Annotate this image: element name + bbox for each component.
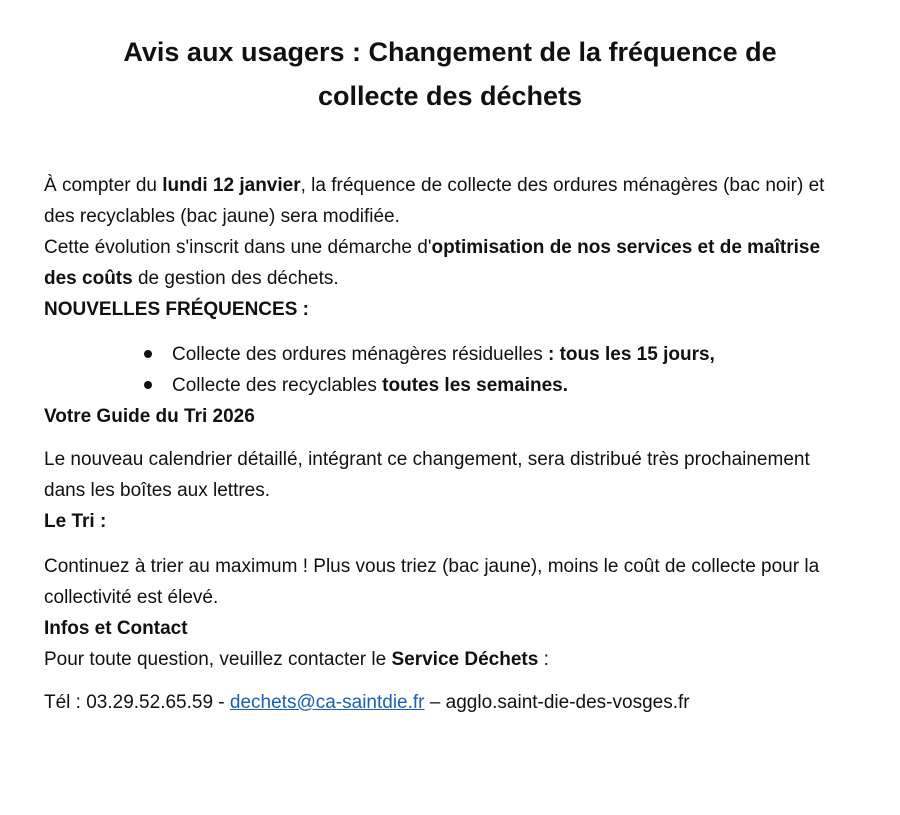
list-item-bold: toutes les semaines.: [382, 375, 569, 396]
page-title: [44, 30, 856, 118]
intro-p2-start: Cette évolution s'inscrit dans une démarche d': [44, 237, 432, 258]
website-text: agglo.saint-die-des-vosges.fr: [445, 692, 690, 713]
intro-p1-date: lundi 12 janvier: [162, 175, 301, 196]
list-item-text: Collecte des ordures ménagères résiduelles: [172, 344, 543, 365]
list-item-bold: tous les 15 jours,: [559, 344, 715, 365]
tri-text: Continuez à trier au maximum ! Plus vous triez (bac jaune), moins le coût de collecte pour la collectivité est élevé.: [44, 556, 820, 608]
list-item: [142, 339, 856, 370]
contact-text-start: Pour toute question, veuillez contacter le: [44, 649, 392, 670]
contact-text: [44, 644, 856, 675]
title-line-2: collecte des déchets: [317, 81, 583, 111]
intro-p2-bold: optimisation de nos services et de maîtrise des coûts: [44, 237, 821, 289]
intro-paragraph-1: [44, 170, 856, 232]
bullet-icon: [144, 350, 152, 358]
email-link[interactable]: dechets@ca-saintdie.fr: [229, 692, 425, 713]
frequences-list: [44, 339, 856, 401]
list-item-text: Collecte des recyclables: [172, 375, 383, 396]
phone-number: Tél : 03.29.52.65.59 -: [44, 692, 230, 713]
contact-service-name: Service Déchets: [391, 649, 539, 670]
title-line-1: Avis aux usagers : Changement de la fréquence de: [123, 37, 777, 67]
intro-p1-end: , la fréquence de collecte des ordures ménagères (bac noir) et des recyclables (bac jaune) sera modifiée.: [44, 175, 825, 227]
site-separator: –: [424, 692, 446, 713]
list-item-separator: :: [542, 344, 560, 365]
intro-p2-end: de gestion des déchets.: [132, 268, 339, 289]
list-item: [142, 370, 856, 401]
guide-heading: Votre Guide du Tri 2026: [44, 406, 255, 427]
guide-text: Le nouveau calendrier détaillé, intégrant ce changement, sera distribué très prochainement dans les boîtes aux lettres.: [44, 449, 810, 501]
intro-paragraph-2: [44, 232, 856, 294]
tri-heading: Le Tri :: [44, 511, 107, 532]
intro-p1-start: À compter du: [44, 175, 163, 196]
contact-line: [44, 687, 856, 718]
frequences-heading: NOUVELLES FRÉQUENCES :: [44, 299, 309, 320]
contact-heading: Infos et Contact: [44, 618, 188, 639]
contact-text-end: :: [538, 649, 549, 670]
bullet-icon: [144, 381, 152, 389]
